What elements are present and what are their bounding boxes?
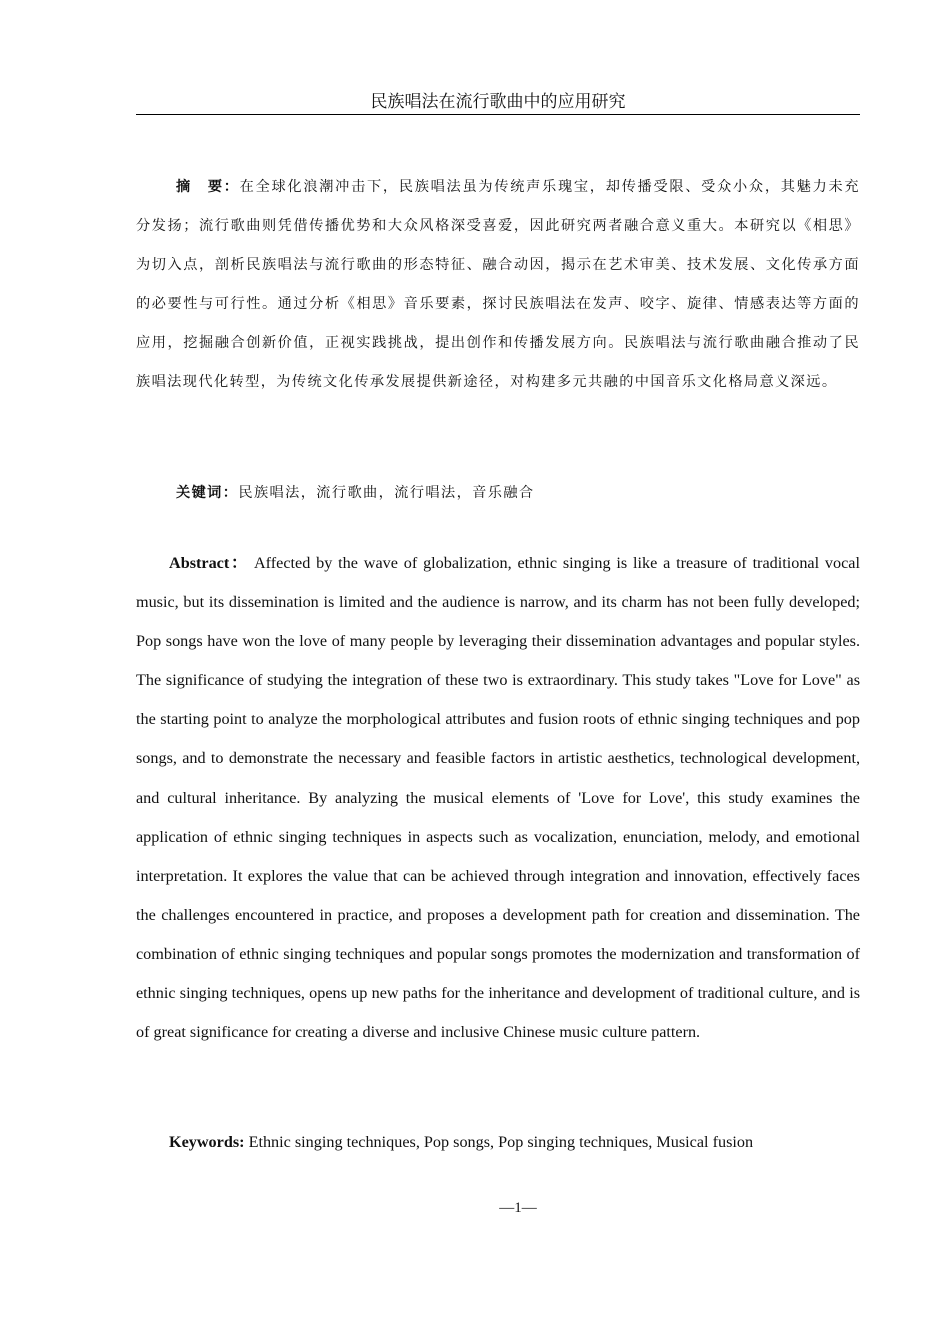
english-abstract-text: Affected by the wave of globalization, ethnic singing is like a treasure of traditional vocal music, but its dissemination is limited and the audience is narrow, and its charm has not been fully developed; Pop songs have won the love of many people by leveraging their dissemination advantages and popular styles. The significance of studying the integration of these two is extraordinary. This study takes "Love for Love" as the starting point to analyze the morphological attributes and fusion roots of ethnic singing techniques and pop songs, and to demonstrate the necessary and feasible factors in artistic aesthetics, technological development, and cultural inheritance. By analyzing the musical elements of 'Love for Love', this study examines the application of ethnic singing techniques in aspects such as vocalization, enunciation, melody, and emotional interpretation. It explores the value that can be achieved through integration and innovation, effectively faces the challenges encountered in practice, and proposes a development path for creation and dissemination. The combination of ethnic singing techniques and popular songs promotes the modernization and transformation of ethnic singing techniques, opens up new paths for the inheritance and development of traditional culture, and is of great significance for creating a diverse and inclusive Chinese music culture pattern.	[136, 554, 860, 1042]
chinese-keywords-label: 关键词：	[176, 485, 239, 501]
chinese-keywords	[136, 474, 860, 513]
running-header	[136, 90, 860, 115]
chinese-abstract-label: 摘 要：	[176, 179, 240, 195]
chinese-abstract-text: 在全球化浪潮冲击下，民族唱法虽为传统声乐瑰宝，却传播受限、受众小众，其魅力未充分发扬；流行歌曲则凭借传播优势和大众风格深受喜爱，因此研究两者融合意义重大。本研究以《相思》为切入点，剖析民族唱法与流行歌曲的形态特征、融合动因，揭示在艺术审美、技术发展、文化传承方面的必要性与可行性。通过分析《相思》音乐要素，探讨民族唱法在发声、咬字、旋律、情感表达等方面的应用，挖掘融合创新价值，正视实践挑战，提出创作和传播发展方向。民族唱法与流行歌曲融合推动了民族唱法现代化转型，为传统文化传承发展提供新途径，对构建多元共融的中国音乐文化格局意义深远。	[136, 179, 860, 390]
english-keywords	[136, 1123, 860, 1162]
chinese-keywords-text: 民族唱法，流行歌曲，流行唱法，音乐融合	[238, 485, 535, 501]
header-title: 民族唱法在流行歌曲中的应用研究	[370, 92, 626, 112]
english-abstract	[136, 544, 860, 1052]
chinese-abstract	[136, 168, 860, 402]
english-keywords-text: Ethnic singing techniques, Pop songs, Pop singing techniques, Musical fusion	[244, 1133, 754, 1151]
english-abstract-label: Abstract：	[169, 554, 250, 572]
english-keywords-label: Keywords:	[169, 1133, 245, 1151]
page-number: —1—	[499, 1200, 537, 1216]
